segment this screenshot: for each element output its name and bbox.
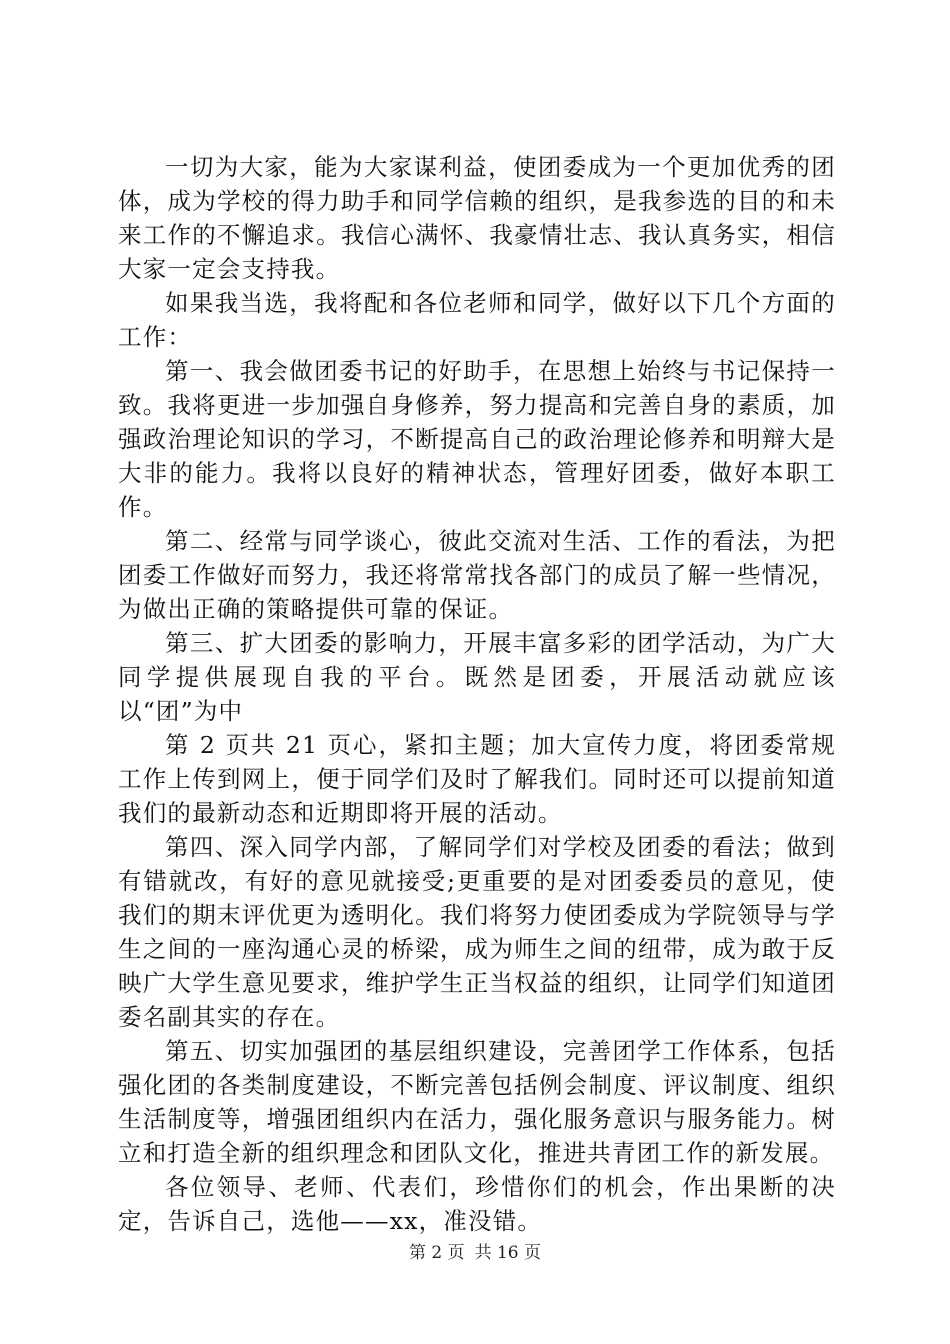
page-number: 第 2 页 [408, 1243, 465, 1263]
page-footer [0, 1242, 950, 1264]
paragraph-third: 第三、扩大团委的影响力，开展丰富多彩的团学活动，为广大同学提供展现自我的平台。既然是团委，开展活动就应该以“团”为中 [118, 629, 836, 725]
paragraph-fourth: 第四、深入同学内部，了解同学们对学校及团委的看法；做到有错就改，有好的意见就接受;更重要的是对团委委员的意见，使我们的期末评优更为透明化。我们将努力使团委成为学院领导与学生之间的一座沟通心灵的桥梁，成为师生之间的纽带，成为敢于反映广大学生意见要求，维护学生正当权益的组织，让同学们知道团委名副其实的存在。 [118, 833, 836, 1031]
page-total: 共 16 页 [474, 1243, 542, 1263]
paragraph-intro: 一切为大家，能为大家谋利益，使团委成为一个更加优秀的团体，成为学校的得力助手和同学信赖的组织，是我参选的目的和未来工作的不懈追求。我信心满怀、我豪情壮志、我认真务实，相信大家一定会支持我。 [118, 153, 836, 283]
paragraph-pledge: 如果我当选，我将配和各位老师和同学，做好以下几个方面的工作： [118, 289, 836, 351]
paragraph-third-continued: 第 2 页共 21 页心，紧扣主题；加大宣传力度，将团委常规工作上传到网上，便于同学们及时了解我们。同时还可以提前知道我们的最新动态和近期即将开展的活动。 [118, 731, 836, 827]
document-body [118, 150, 836, 1238]
paragraph-second: 第二、经常与同学谈心，彼此交流对生活、工作的看法，为把团委工作做好而努力，我还将常常找各部门的成员了解一些情况，为做出正确的策略提供可靠的保证。 [118, 527, 836, 623]
paragraph-fifth: 第五、切实加强团的基层组织建设，完善团学工作体系，包括强化团的各类制度建设，不断完善包括例会制度、评议制度、组织生活制度等，增强团组织内在活力，强化服务意识与服务能力。树立和打造全新的组织理念和团队文化，推进共青团工作的新发展。 [118, 1037, 836, 1167]
paragraph-first: 第一、我会做团委书记的好助手，在思想上始终与书记保持一致。我将更进一步加强自身修养，努力提高和完善自身的素质，加强政治理论知识的学习，不断提高自己的政治理论修养和明辩大是大非的能力。我将以良好的精神状态，管理好团委，做好本职工作。 [118, 357, 836, 521]
paragraph-closing: 各位领导、老师、代表们，珍惜你们的机会，作出果断的决定，告诉自己，选他——xx，准没错。 [118, 1173, 836, 1235]
